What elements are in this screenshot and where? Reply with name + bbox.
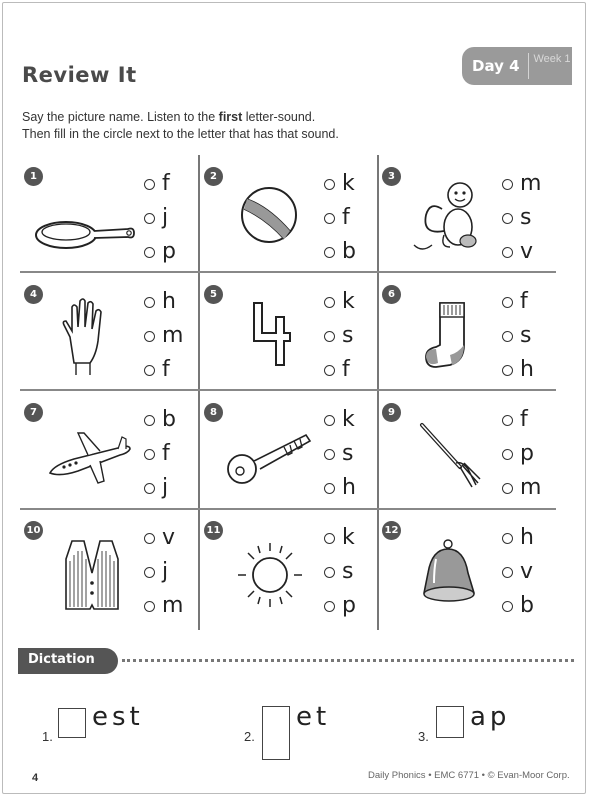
answer-options <box>324 285 355 387</box>
item-number: 1 <box>24 167 43 186</box>
answer-letter: h <box>520 525 534 550</box>
answer-option[interactable] <box>502 521 534 555</box>
answer-option[interactable] <box>502 555 534 589</box>
answer-letter: b <box>520 593 534 618</box>
answer-circle[interactable] <box>324 483 335 494</box>
answer-option[interactable] <box>324 437 356 471</box>
answer-option[interactable] <box>144 319 183 353</box>
answer-letter: m <box>162 593 184 618</box>
ball-icon <box>214 175 324 265</box>
answer-circle[interactable] <box>324 297 335 308</box>
page-number: 4 <box>32 772 39 784</box>
answer-option[interactable] <box>502 403 541 437</box>
answer-circle[interactable] <box>502 213 513 224</box>
answer-option[interactable] <box>502 167 541 201</box>
answer-letter: j <box>162 475 169 500</box>
answer-circle[interactable] <box>502 179 513 190</box>
answer-circle[interactable] <box>324 567 335 578</box>
answer-letter: k <box>342 525 355 550</box>
answer-circle[interactable] <box>324 331 335 342</box>
frying-pan-icon <box>34 175 144 265</box>
answer-letter: f <box>520 289 528 314</box>
item-number: 12 <box>382 521 401 540</box>
answer-letter: f <box>162 441 170 466</box>
page-title: Review It <box>22 63 137 87</box>
letter-box[interactable] <box>262 706 290 760</box>
answer-letter: f <box>162 357 170 382</box>
dictation-item <box>42 700 172 750</box>
answer-options <box>144 167 176 269</box>
answer-circle[interactable] <box>324 179 335 190</box>
answer-circle[interactable] <box>502 533 513 544</box>
answer-options <box>324 521 356 623</box>
word-ending: est <box>92 702 144 732</box>
answer-circle[interactable] <box>324 601 335 612</box>
letter-box[interactable] <box>436 706 464 738</box>
answer-letter: f <box>342 205 350 230</box>
answer-circle[interactable] <box>144 213 155 224</box>
answer-options <box>144 285 183 387</box>
answer-option[interactable] <box>324 285 355 319</box>
answer-letter: j <box>162 559 169 584</box>
dictation-dotted-rule <box>122 659 574 662</box>
answer-option[interactable] <box>144 167 176 201</box>
item-cell <box>378 509 558 627</box>
fork-icon <box>392 411 502 501</box>
answer-option[interactable] <box>502 589 534 623</box>
answer-letter: s <box>342 323 354 348</box>
answer-option[interactable] <box>144 285 183 319</box>
answer-option[interactable] <box>324 471 356 505</box>
answer-letter: m <box>520 475 542 500</box>
answer-circle[interactable] <box>324 415 335 426</box>
answer-option[interactable] <box>324 403 356 437</box>
answer-letter: m <box>162 323 184 348</box>
item-number: 10 <box>24 521 43 540</box>
answer-option[interactable] <box>144 521 183 555</box>
item-number: 11 <box>204 521 223 540</box>
item-cell <box>20 273 200 391</box>
answer-circle[interactable] <box>144 483 155 494</box>
answer-circle[interactable] <box>502 331 513 342</box>
answer-option[interactable] <box>502 235 541 269</box>
answer-circle[interactable] <box>144 567 155 578</box>
answer-letter: v <box>520 239 534 264</box>
answer-option[interactable] <box>502 353 534 387</box>
picture-grid <box>20 155 560 630</box>
item-cell <box>378 155 558 273</box>
answer-letter: k <box>342 289 355 314</box>
answer-options <box>324 403 356 505</box>
answer-options <box>144 403 176 505</box>
answer-circle[interactable] <box>502 449 513 460</box>
answer-letter: f <box>162 171 170 196</box>
item-cell <box>20 509 200 627</box>
item-number: 3 <box>382 167 401 186</box>
answer-options <box>502 403 541 505</box>
monkey-icon <box>392 175 502 265</box>
answer-option[interactable] <box>324 235 356 269</box>
answer-circle[interactable] <box>502 601 513 612</box>
answer-circle[interactable] <box>144 449 155 460</box>
item-number: 7 <box>24 403 43 422</box>
dictation-item <box>244 700 354 750</box>
item-cell <box>20 391 200 509</box>
answer-circle[interactable] <box>144 247 155 258</box>
dictation-item <box>418 700 538 750</box>
answer-options <box>144 521 183 623</box>
item-number: 6 <box>382 285 401 304</box>
answer-option[interactable] <box>324 167 356 201</box>
day-label: Day 4 <box>472 57 520 75</box>
answer-option[interactable] <box>324 353 355 387</box>
item-number: 8 <box>204 403 223 422</box>
answer-option[interactable] <box>144 437 176 471</box>
answer-letter: h <box>342 475 356 500</box>
answer-circle[interactable] <box>502 483 513 494</box>
answer-option[interactable] <box>502 319 534 353</box>
answer-letter: b <box>162 407 176 432</box>
item-number: 9 <box>382 403 401 422</box>
answer-letter: h <box>162 289 176 314</box>
answer-option[interactable] <box>144 201 176 235</box>
item-cell <box>200 273 380 391</box>
item-cell <box>378 391 558 509</box>
answer-circle[interactable] <box>502 247 513 258</box>
answer-circle[interactable] <box>144 601 155 612</box>
day-divider <box>528 53 529 79</box>
answer-letter: k <box>342 407 355 432</box>
answer-option[interactable] <box>324 201 356 235</box>
week-label: Week 1 <box>533 53 571 65</box>
sun-icon <box>214 529 324 619</box>
answer-option[interactable] <box>144 403 176 437</box>
answer-options <box>502 285 534 387</box>
answer-option[interactable] <box>144 589 183 623</box>
instr-bold: first <box>218 110 243 124</box>
item-cell <box>20 155 200 273</box>
number-four-icon <box>214 293 324 383</box>
hand-icon <box>34 293 144 383</box>
answer-circle[interactable] <box>324 533 335 544</box>
bell-icon <box>392 529 502 619</box>
answer-circle[interactable] <box>144 297 155 308</box>
answer-circle[interactable] <box>144 331 155 342</box>
item-cell <box>378 273 558 391</box>
answer-letter: s <box>342 441 354 466</box>
key-icon <box>214 411 324 501</box>
answer-letter: p <box>520 441 534 466</box>
answer-option[interactable] <box>144 235 176 269</box>
answer-circle[interactable] <box>144 415 155 426</box>
answer-option[interactable] <box>502 471 541 505</box>
answer-circle[interactable] <box>144 179 155 190</box>
item-number: 2 <box>204 167 223 186</box>
item-cell <box>200 391 380 509</box>
dictation-label: Dictation <box>28 652 95 667</box>
dictation-badge <box>18 648 118 674</box>
dictation-number: 2. <box>244 729 255 744</box>
answer-letter: j <box>162 205 169 230</box>
answer-options <box>502 167 541 269</box>
answer-circle[interactable] <box>324 247 335 258</box>
answer-option[interactable] <box>144 555 183 589</box>
answer-letter: v <box>162 525 176 550</box>
answer-letter: f <box>520 407 528 432</box>
answer-letter: h <box>520 357 534 382</box>
letter-box[interactable] <box>58 708 86 738</box>
vest-icon <box>34 529 144 619</box>
item-cell <box>200 155 380 273</box>
sock-icon <box>392 293 502 383</box>
answer-option[interactable] <box>144 353 183 387</box>
answer-circle[interactable] <box>144 365 155 376</box>
dictation-number: 1. <box>42 729 53 744</box>
answer-option[interactable] <box>502 285 534 319</box>
answer-letter: b <box>342 239 356 264</box>
dictation-number: 3. <box>418 729 429 744</box>
answer-circle[interactable] <box>324 365 335 376</box>
answer-options <box>324 167 356 269</box>
answer-letter: s <box>520 323 532 348</box>
answer-letter: m <box>520 171 542 196</box>
instr-suffix: letter-sound. <box>242 110 316 124</box>
word-ending: et <box>296 702 331 732</box>
answer-letter: k <box>342 171 355 196</box>
instr-prefix: Say the picture name. Listen to the <box>22 110 219 124</box>
instructions-line-2: Then fill in the circle next to the letter that has that sound. <box>22 127 339 141</box>
answer-circle[interactable] <box>502 567 513 578</box>
answer-letter: p <box>162 239 176 264</box>
answer-letter: s <box>520 205 532 230</box>
answer-option[interactable] <box>324 521 356 555</box>
item-cell <box>200 509 380 627</box>
answer-circle[interactable] <box>502 415 513 426</box>
answer-option[interactable] <box>324 589 356 623</box>
footer-credit: Daily Phonics • EMC 6771 • © Evan-Moor Corp. <box>368 770 570 781</box>
answer-circle[interactable] <box>144 533 155 544</box>
instructions-line-1 <box>22 110 315 124</box>
answer-option[interactable] <box>144 471 176 505</box>
answer-option[interactable] <box>324 319 355 353</box>
answer-letter: s <box>342 559 354 584</box>
answer-option[interactable] <box>502 437 541 471</box>
word-ending: ap <box>470 702 511 732</box>
answer-circle[interactable] <box>502 365 513 376</box>
answer-option[interactable] <box>502 201 541 235</box>
item-number: 5 <box>204 285 223 304</box>
item-number: 4 <box>24 285 43 304</box>
answer-circle[interactable] <box>324 213 335 224</box>
answer-circle[interactable] <box>502 297 513 308</box>
answer-option[interactable] <box>324 555 356 589</box>
answer-letter: p <box>342 593 356 618</box>
day-tab <box>462 47 572 85</box>
jet-icon <box>34 411 144 501</box>
answer-letter: f <box>342 357 350 382</box>
answer-circle[interactable] <box>324 449 335 460</box>
answer-options <box>502 521 534 623</box>
answer-letter: v <box>520 559 534 584</box>
